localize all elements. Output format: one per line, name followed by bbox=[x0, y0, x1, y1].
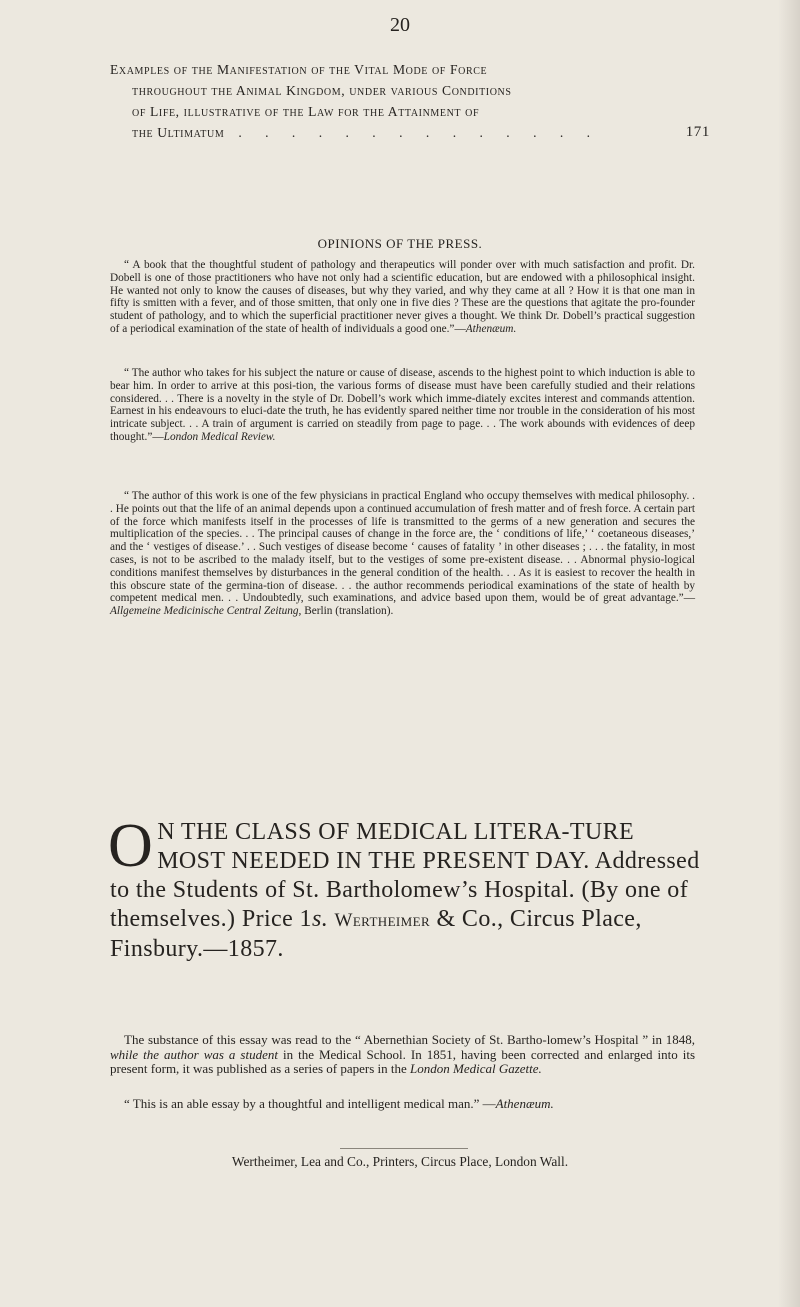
quote-source: Athenæum. bbox=[495, 1096, 554, 1111]
review-source: Allgemeine Medicinische Central Zeitung, bbox=[110, 605, 302, 618]
advert-price-unit: s. bbox=[311, 906, 329, 932]
contents-line-4 bbox=[110, 122, 710, 143]
contents-page-ref: 171 bbox=[685, 124, 710, 140]
review-source-tail: Berlin (translation). bbox=[301, 605, 394, 618]
essay-note-italic1: while the author was a student bbox=[110, 1046, 278, 1062]
advert-publisher-rest: & Co., Circus Place, Finsbury.—1857. bbox=[110, 906, 642, 962]
divider-rule bbox=[340, 1148, 468, 1149]
review-text: “ The author of this work is one of the few physicians in practical England who occupy themselves with medical philosophy. . . He points out that the life of an animal depends upon a continued accumulation of fresh matter and of fresh force. A certain part of the force which manifests itself in the processes of life is transmitted to the germs of a new generation and secures the multiplication of the species. . . The principal causes of change in the force are, the ‘ conditions of life,’ ‘ coetaneous diseases,’ and the ‘ vestiges of disease.’ . . Such vestiges of disease become ‘ causes of fatality ’ in other diseases ; . . . the fatality, in most cases, is not to be ascribed to the malady itself, but to the vestiges of some pre-existent disease. . . Abnormal physio-logical conditions manifest themselves by disturbances in the general condition of the health. . . As it is easiest to recover the health in this obscure state of the germina-tion of disease. . . the author recommends periodical examinations of the state of health by competent medical men. . . Undoubtedly, such examinations, and advice based upon them, would be of great advantage.”— bbox=[110, 490, 695, 605]
advert-publisher: Wertheimer bbox=[334, 910, 431, 931]
essay-note bbox=[110, 1033, 695, 1077]
advert-dropcap: O bbox=[108, 812, 154, 880]
quote-text: “ This is an able essay by a thoughtful and intelligent medical man.” — bbox=[124, 1096, 496, 1111]
contents-leader-dots: . . . . . . . . . . . . . . bbox=[238, 125, 601, 140]
advert-block bbox=[108, 812, 700, 964]
advert-body: Addressed to the Students of St. Bartholomew’s Hospital. (By one of themselves.) Price 1 bbox=[110, 848, 700, 932]
contents-entry bbox=[110, 59, 710, 143]
review-athenaeum bbox=[110, 259, 695, 336]
printer-imprint: Wertheimer, Lea and Co., Printers, Circus Place, London Wall. bbox=[231, 1154, 569, 1169]
page-number: 20 bbox=[390, 14, 410, 36]
essay-note-part2: in the Medical School. In 1851, having been corrected and enlarged into its present form, it was published as a series of papers in the bbox=[110, 1046, 696, 1077]
contents-line-4-text: the Ultimatum bbox=[132, 125, 225, 140]
review-london-medical bbox=[110, 367, 695, 444]
review-source: Athenæum. bbox=[465, 322, 517, 335]
contents-line-2: throughout the Animal Kingdom, under various Conditions bbox=[132, 83, 512, 98]
review-text: “ A book that the thoughtful student of pathology and therapeutics will ponder over with much satisfaction and profit. Dr. Dobell is one of those practitioners who have not only had a scientific education, but are endowed with a philosophical insight. He wanted not only to know the causes of diseases, but why they varied, and why they came at all ? How it is that one man in fifty is smitten with a fever, and of those smitten, that only one in five dies ? These are the questions that agitate the pro-founder student of pathology, and to which the superficial practitioner never gives a thought. We think Dr. Dobell’s practical suggestion of a periodical examination of the state of health of individuals a good one.”— bbox=[110, 259, 695, 335]
page-edge-shadow bbox=[778, 0, 800, 1307]
athenaeum-quote bbox=[110, 1096, 710, 1111]
contents-line-1: Examples of the Manifestation of the Vital Mode of Force bbox=[110, 62, 488, 77]
advert-title: N THE CLASS OF MEDICAL LITERA-TURE MOST NEEDED IN THE PRESENT DAY. bbox=[157, 819, 635, 874]
essay-note-part1: The substance of this essay was read to the “ Abernethian Society of St. Bartho-lomew’s Hospital ” in 1848, bbox=[124, 1032, 695, 1047]
review-text: “ The author who takes for his subject the nature or cause of disease, ascends to the highest point to which induction is able to bear him. In order to arrive at this posi-tion, the various forms of disease must have been carefully studied and their relations considered. . . There is a novelty in the style of Dr. Dobell’s work which imme-diately excites interest and commands attention. Earnest in his endeavours to eluci-date the truth, he has evidently spared neither time nor trouble in the consideration of his most intricate subject. . . A train of argument is carried on steadily from page to page. . . The work abounds with evidences of deep thought.”— bbox=[110, 367, 695, 443]
review-allgemeine bbox=[110, 490, 695, 618]
essay-note-italic2: London Medical Gazette. bbox=[410, 1061, 542, 1077]
contents-line-3: of Life, illustrative of the Law for the Attainment of bbox=[132, 104, 480, 119]
press-heading: OPINIONS OF THE PRESS. bbox=[317, 236, 483, 251]
review-source: London Medical Review. bbox=[163, 430, 276, 443]
